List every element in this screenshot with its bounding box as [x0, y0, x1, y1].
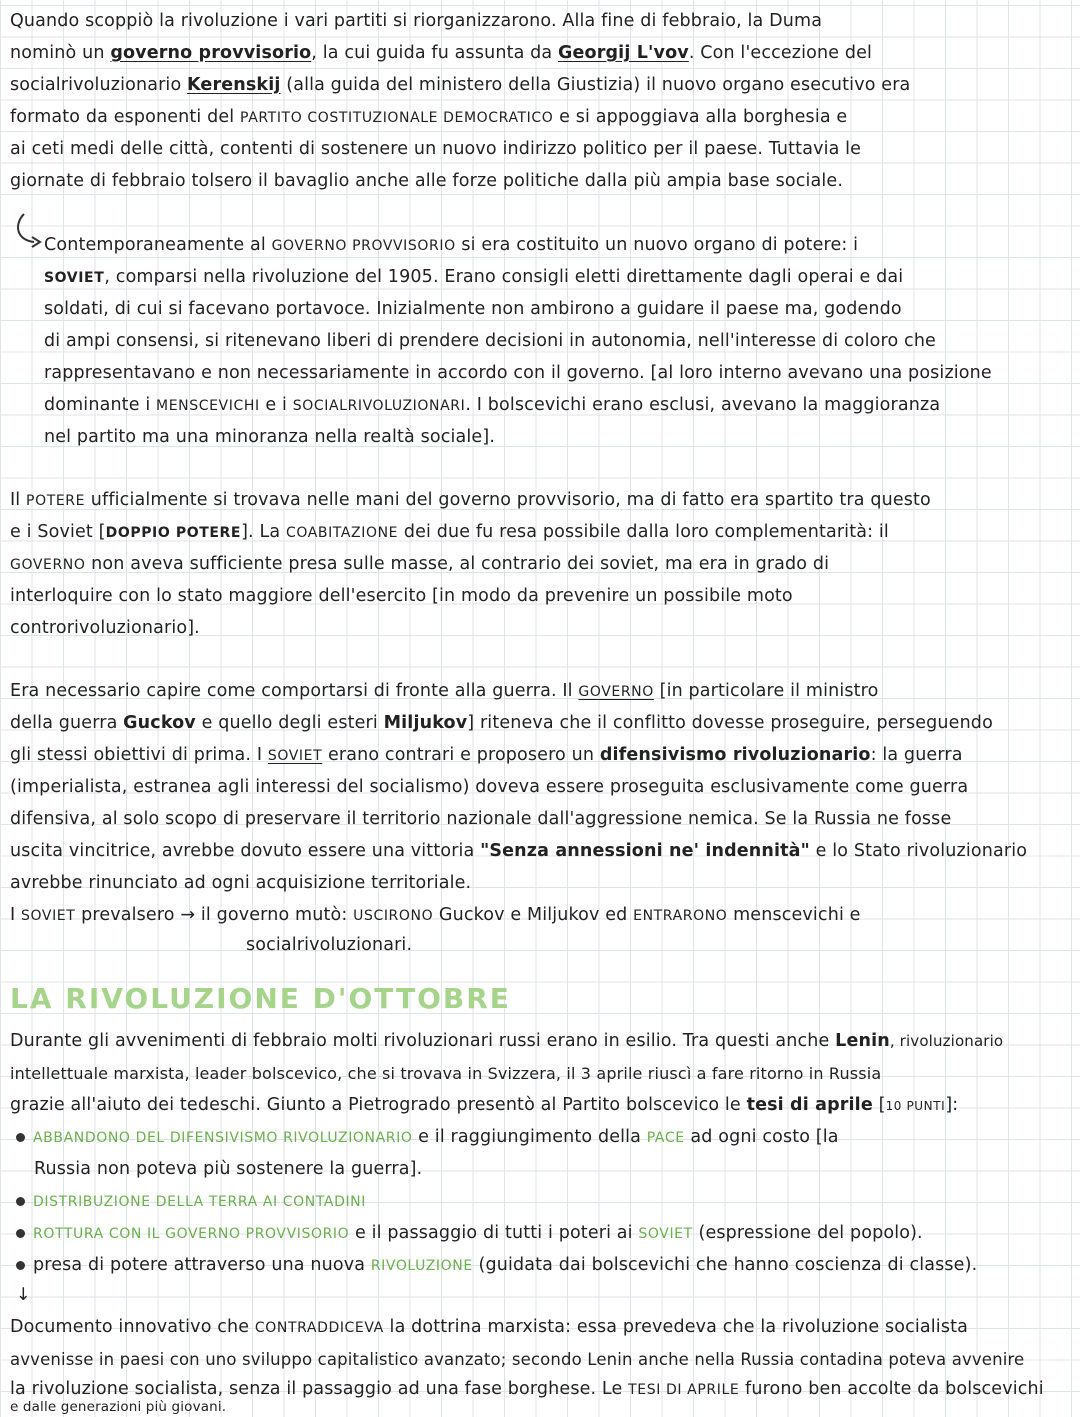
key-term: ABBANDONO DEL DIFENSIVISMO RIVOLUZIONARIO	[33, 1130, 413, 1146]
text-line	[34, 1154, 1072, 1186]
text: nel partito ma una minoranza nella realtà sociale].	[44, 427, 496, 447]
text: avvenisse in paesi con uno sviluppo capitalistico avanzato; secondo Lenin anche nella Russia contadina poteva avvenire	[10, 1350, 1025, 1369]
key-term: ENTRARONO	[633, 908, 728, 924]
text: , comparsi nella rivoluzione del 1905. Erano consigli eletti direttamente dagli operai e dai	[104, 267, 904, 287]
key-term: SOVIET	[267, 748, 323, 764]
text: gli stessi obiettivi di prima. I	[10, 745, 268, 765]
text: dominante i	[44, 395, 157, 415]
text: [	[872, 1095, 886, 1115]
text: Guckov e Miljukov ed	[433, 905, 634, 925]
text: socialrivoluzionari.	[246, 935, 413, 955]
text: [in particolare il ministro	[653, 681, 879, 701]
key-term: RIVOLUZIONE	[370, 1258, 473, 1274]
text: e si appoggiava alla borghesia e	[553, 107, 848, 127]
key-term: Miljukov	[383, 713, 468, 733]
text: e i Soviet [	[10, 522, 106, 542]
key-term: GOVERNO	[578, 684, 654, 700]
text: la dottrina marxista: essa prevedeva che la rivoluzione socialista	[383, 1317, 968, 1337]
text-line	[10, 581, 1072, 613]
text: . Con l'eccezione del	[688, 43, 873, 63]
text: Quando scoppiò la rivoluzione i vari partiti si riorganizzarono. Alla fine di febbraio, la Duma	[10, 11, 823, 31]
text: e lo Stato rivoluzionario	[809, 841, 1028, 861]
text: Contemporaneamente al	[44, 235, 272, 255]
key-term: governo provvisorio	[110, 43, 312, 63]
text: , rivoluzionario	[889, 1032, 1004, 1050]
curved-arrow-icon	[12, 210, 46, 252]
text: la rivoluzione socialista, senza il passaggio ad una fase borghese. Le	[10, 1379, 629, 1399]
text: Russia non poteva più sostenere la guerra].	[34, 1159, 423, 1179]
key-term: COABITAZIONE	[285, 525, 399, 541]
arrow-right-icon: →	[180, 905, 201, 925]
text: soldati, di cui si facevano portavoce. Inizialmente non ambirono a guidare il paese ma, godendo	[44, 299, 902, 319]
key-term: tesi di aprile	[746, 1095, 873, 1115]
text: ]:	[945, 1095, 959, 1115]
text: 10 PUNTI	[885, 1099, 946, 1113]
list-item	[16, 1250, 1072, 1283]
text-line	[10, 38, 1072, 70]
key-term: Kerenskij	[187, 75, 281, 95]
text: Documento innovativo che	[10, 1317, 255, 1337]
key-term: TESI DI APRILE	[628, 1382, 740, 1398]
text-line	[10, 517, 1072, 550]
text: , la cui guida fu assunta da	[311, 43, 559, 63]
list-item	[16, 1122, 1072, 1155]
text-line	[10, 708, 1072, 740]
text-line	[10, 6, 1072, 38]
text: ad ogni costo [la	[684, 1127, 839, 1147]
text: grazie all'aiuto dei tedeschi. Giunto a Pietrogrado presentò al Partito bolscevico le	[10, 1095, 747, 1115]
text-line	[10, 613, 1072, 645]
text: rappresentavano e non necessariamente in accordo con il governo. [al loro interno avevano una posizione	[44, 363, 992, 383]
text: ufficialmente si trovava nelle mani del governo provvisorio, ma di fatto era spartito tra questo	[85, 490, 931, 510]
text: della guerra	[10, 713, 124, 733]
text: : la guerra	[870, 745, 963, 765]
text: di ampi consensi, si ritenevano liberi di prendere decisioni in autonomia, nell'interesse di coloro che	[44, 331, 936, 351]
text: ] riteneva che il conflitto dovesse proseguire, perseguendo	[467, 713, 993, 733]
text: e quello degli esteri	[195, 713, 384, 733]
key-term: Georgij L'vov	[558, 43, 689, 63]
text-line	[10, 1058, 1072, 1090]
text-line	[10, 1344, 1072, 1376]
key-term: SOCIALRIVOLUZIONARI	[292, 398, 466, 414]
text: il governo mutò:	[200, 905, 354, 925]
key-term: DISTRIBUZIONE DELLA TERRA AI CONTADINI	[33, 1194, 366, 1210]
key-term: PACE	[646, 1130, 685, 1146]
text: menscevichi e	[727, 905, 861, 925]
text-line	[44, 230, 1072, 263]
text-line	[10, 166, 1072, 198]
text: ai ceti medi delle città, contenti di sostenere un nuovo indirizzo politico per il paese. Tuttavia le	[10, 139, 862, 159]
key-term: GOVERNO	[10, 557, 86, 573]
text-line	[44, 326, 1072, 358]
section-title: LA RIVOLUZIONE D'OTTOBRE	[10, 982, 511, 1015]
list-item	[16, 1218, 1072, 1251]
text: presa di potere attraverso una nuova	[33, 1255, 371, 1275]
text: Durante gli avvenimenti di febbraio molti rivoluzionari russi erano in esilio. Tra questi anche	[10, 1031, 836, 1051]
text: e i	[259, 395, 293, 415]
text: . I bolscevichi erano esclusi, avevano la maggioranza	[465, 395, 941, 415]
key-term: MENSCEVICHI	[156, 398, 260, 414]
text-line	[44, 294, 1072, 326]
text-line	[44, 262, 1072, 295]
arrow-down-icon: ↓	[16, 1285, 31, 1305]
text-line	[10, 804, 1072, 836]
text: uscita vincitrice, avrebbe dovuto essere una vittoria	[10, 841, 481, 861]
key-term: difensivismo rivoluzionario	[599, 745, 871, 765]
text: giornate di febbraio tolsero il bavaglio anche alle forze politiche dalla più ampia base sociale.	[10, 171, 844, 191]
text: Era necessario capire come comportarsi di fronte alla guerra. Il	[10, 681, 579, 701]
bullet-icon	[16, 1261, 25, 1270]
key-term: USCIRONO	[353, 908, 434, 924]
text: prevalsero	[75, 905, 181, 925]
key-term: PARTITO COSTITUZIONALE DEMOCRATICO	[240, 110, 554, 126]
text: controrivoluzionario].	[10, 618, 200, 638]
text-line	[10, 1312, 1072, 1345]
text: I	[10, 905, 22, 925]
text-line	[10, 868, 1072, 900]
text: socialrivoluzionario	[10, 75, 188, 95]
text-line	[44, 422, 1072, 454]
text: dei due fu resa possibile dalla loro complementarità: il	[398, 522, 889, 542]
quote: "Senza annessioni ne' indennità"	[480, 841, 810, 861]
text: e il raggiungimento della	[412, 1127, 647, 1147]
text-line	[44, 358, 1072, 390]
text-line	[10, 740, 1072, 773]
text: (guidata dai bolscevichi che hanno coscienza di classe).	[472, 1255, 978, 1275]
text: (espressione del popolo).	[692, 1223, 923, 1243]
text-line	[246, 930, 1072, 962]
text: e il passaggio di tutti i poteri ai	[349, 1223, 639, 1243]
key-term: SOVIET	[44, 270, 105, 286]
key-term: GOVERNO PROVVISORIO	[271, 238, 456, 254]
text-line	[10, 485, 1072, 518]
text: intellettuale marxista, leader bolscevico, che si trovava in Svizzera, il 3 aprile riuscì a fare ritorno in Russia	[10, 1064, 882, 1083]
bullet-icon	[16, 1133, 25, 1142]
text-line	[10, 1026, 1072, 1058]
text: (imperialista, estranea agli interessi del socialismo) doveva essere proseguita esclusivamente come guerra	[10, 777, 969, 797]
text-line	[10, 1400, 1072, 1414]
text: non aveva sufficiente presa sulle masse, al contrario dei soviet, ma era in grado di	[85, 554, 830, 574]
key-term: SOVIET	[21, 908, 76, 924]
text: ]. La	[241, 522, 286, 542]
key-term: CONTRADDICEVA	[254, 1320, 384, 1336]
bullet-icon	[16, 1229, 25, 1238]
key-term: Guckov	[123, 713, 196, 733]
key-term: SOVIET	[638, 1226, 693, 1242]
text-line	[10, 772, 1072, 804]
text-line	[10, 549, 1072, 582]
text: interloquire con lo stato maggiore dell'esercito [in modo da prevenire un possibile moto	[10, 586, 793, 606]
text: Il	[10, 490, 27, 510]
list-item	[16, 1186, 1072, 1219]
text-line	[10, 70, 1072, 102]
key-term: Lenin	[835, 1031, 890, 1051]
text-line	[10, 836, 1072, 868]
text: (alla guida del ministero della Giustizia) il nuovo organo esecutivo era	[280, 75, 911, 95]
text: si era costituito un nuovo organo di potere: i	[455, 235, 859, 255]
key-term: POTERE	[26, 493, 86, 509]
text-line	[10, 134, 1072, 166]
text-line	[10, 1090, 1072, 1123]
bullet-icon	[16, 1197, 25, 1206]
text: formato da esponenti del	[10, 107, 241, 127]
text: nominò un	[10, 43, 111, 63]
text-line	[44, 390, 1072, 423]
text: erano contrari e proposero un	[322, 745, 600, 765]
text: difensiva, al solo scopo di preservare il territorio nazionale dall'aggressione nemica. Se la Russia ne fosse	[10, 809, 952, 829]
text: e dalle generazioni più giovani.	[10, 1400, 227, 1414]
key-term: ROTTURA CON IL GOVERNO PROVVISORIO	[33, 1226, 350, 1242]
text-line	[10, 900, 1072, 933]
text-line	[10, 676, 1072, 709]
text: furono ben accolte da bolscevichi	[739, 1379, 1044, 1399]
key-term: DOPPIO POTERE	[105, 525, 242, 541]
text: avrebbe rinunciato ad ogni acquisizione territoriale.	[10, 873, 472, 893]
text-line	[10, 102, 1072, 135]
